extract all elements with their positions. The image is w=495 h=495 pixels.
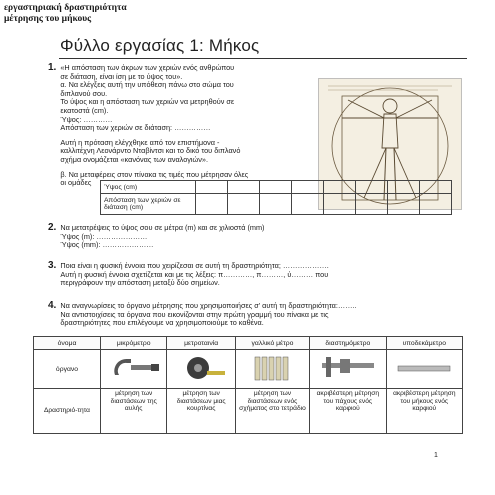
q4-line: δραστηριότητες που επιλέγουμε να χρησιμοποιούμε το καθένα.	[60, 318, 264, 328]
table-row	[34, 389, 463, 434]
table-row	[101, 194, 452, 215]
page-number: 1	[434, 452, 438, 459]
header-caliper: διαστημόμετρο	[310, 337, 387, 350]
header-name: όνομα	[34, 337, 101, 350]
q1-line: σε διάταση, είναι ίση με το ύψος του».	[60, 71, 183, 81]
table-cell[interactable]	[356, 194, 388, 215]
q1-line: σχήμα ονομάζεται «κανόνας των αναλογιών».	[60, 154, 208, 164]
question-2-number: 2.	[48, 222, 57, 233]
q4-line: Να αντιστοιχίσεις τα όργανα που εικονίζονται στην πρώτη γραμμή του πίνακα με τις	[60, 309, 329, 319]
q2-line: Να μετατρέψεις το ύψος σου σε μέτρα (m) και σε χιλιοστά (mm)	[60, 223, 265, 232]
folding-rule-icon	[235, 350, 309, 389]
activity-cell[interactable]: ακριβέστερη μέτρηση του πάχους ενός καρφιού	[310, 389, 387, 434]
table-cell[interactable]	[228, 181, 260, 194]
instruments-table	[33, 336, 463, 434]
activity-cell[interactable]: μέτρηση των διαστάσεων ενός σχήματος στο τετράδιο	[235, 389, 309, 434]
q1-line: Ύψος: …………	[60, 114, 113, 124]
row-label-arm-span: Απόσταση των χεριών σε διάταση (cm)	[101, 194, 196, 215]
q1-line: οι ομάδες	[60, 178, 92, 188]
header-tape-measure: μετροταινία	[167, 337, 235, 350]
q1-line: Απόσταση των χεριών σε διάταση: ……………	[60, 123, 211, 133]
caliper-icon	[310, 350, 387, 389]
q1-line: Το ύψος και η απόσταση των χεριών να μετρηθούν σε	[60, 97, 235, 107]
q1-line: καλλιτέχνη Λεονάρντο Νταβίντσι και το δικό του διπλανό	[60, 146, 241, 156]
micrometer-icon	[101, 350, 167, 389]
table-cell[interactable]	[260, 194, 292, 215]
q3-line: Αυτή η φυσική έννοια σχετίζεται και με τις λέξεις: π…………, π………, ύ……… που	[60, 269, 329, 279]
row-label-activity: Δραστηριό-τητα	[34, 389, 101, 434]
row-label-instrument: όργανο	[34, 350, 101, 389]
q1-line: β. Να μεταφέρεις στον πίνακα τις τιμές που μέτρησαν όλες	[60, 169, 249, 179]
table-row	[101, 181, 452, 194]
question-1	[48, 64, 318, 188]
table-cell[interactable]	[292, 181, 324, 194]
table-cell[interactable]	[388, 181, 420, 194]
q2-line: Ύψος (m): …………………	[60, 231, 148, 241]
document-header	[4, 3, 127, 25]
q3-line: περιγράφουν την απόσταση μεταξύ δύο σημείων.	[60, 278, 220, 288]
question-2	[48, 224, 468, 250]
title-divider	[59, 58, 467, 59]
table-cell[interactable]	[324, 181, 356, 194]
header-line-2: μέτρησης του μήκους	[4, 14, 92, 24]
table-header-row	[34, 337, 463, 350]
tape-measure-icon	[167, 350, 235, 389]
q1-line: Αυτή η πρόταση ελέγχθηκε από τον επιστήμονα -	[60, 137, 220, 147]
ruler-icon	[386, 350, 462, 389]
q1-line: α. Να ελέγξεις αυτή την υπόθεση πάνω στο σώμα του	[60, 80, 234, 90]
page-title: Φύλλο εργασίας 1: Μήκος	[60, 36, 260, 55]
question-1-body	[60, 64, 248, 188]
table-cell[interactable]	[196, 181, 228, 194]
question-3-number: 3.	[48, 260, 57, 271]
q1-line: «Η απόσταση των άκρων των χεριών ενός ανθρώπου	[60, 63, 235, 72]
table-cell[interactable]	[292, 194, 324, 215]
q3-line: Ποια είναι η φυσική έννοια που χειρίζεσαι σε αυτή τη δραστηριότητα; ……………….	[60, 261, 329, 270]
table-cell[interactable]	[420, 194, 452, 215]
header-micrometer: μικρόμετρο	[101, 337, 167, 350]
q1-line: διπλανού σου.	[60, 88, 108, 98]
activity-cell[interactable]: μέτρηση των διαστάσεων μιας κουρτίνας	[167, 389, 235, 434]
table-cell[interactable]	[228, 194, 260, 215]
question-1-number: 1.	[48, 62, 57, 73]
activity-cell[interactable]: μέτρηση των διαστάσεων της αυλής	[101, 389, 167, 434]
activity-cell[interactable]: ακριβέστερη μέτρηση του μήκους ενός καρφιού	[386, 389, 462, 434]
table-cell[interactable]	[260, 181, 292, 194]
table-cell[interactable]	[420, 181, 452, 194]
question-3	[48, 262, 468, 288]
table-cell[interactable]	[324, 194, 356, 215]
header-ruler: υποδεκάμετρο	[386, 337, 462, 350]
question-4-number: 4.	[48, 300, 57, 311]
q1-measurements-table	[100, 180, 452, 215]
table-cell[interactable]	[356, 181, 388, 194]
table-row	[34, 350, 463, 389]
header-folding-rule: γαλλικό μέτρο	[235, 337, 309, 350]
table-cell[interactable]	[388, 194, 420, 215]
row-label-height: Ύψος (cm)	[101, 181, 196, 194]
table-cell[interactable]	[196, 194, 228, 215]
q4-line: Να αναγνωρίσεις το όργανο μέτρησης που χρησιμοποιήσες σ' αυτή τη δραστηριότητα:……..	[60, 301, 357, 310]
q2-line: Ύψος (mm): …………………	[60, 240, 154, 250]
q1-line: εκατοστά (cm).	[60, 105, 109, 115]
header-line-1: εργαστηριακή δραστηριότητα	[4, 3, 127, 13]
question-4	[48, 302, 472, 328]
